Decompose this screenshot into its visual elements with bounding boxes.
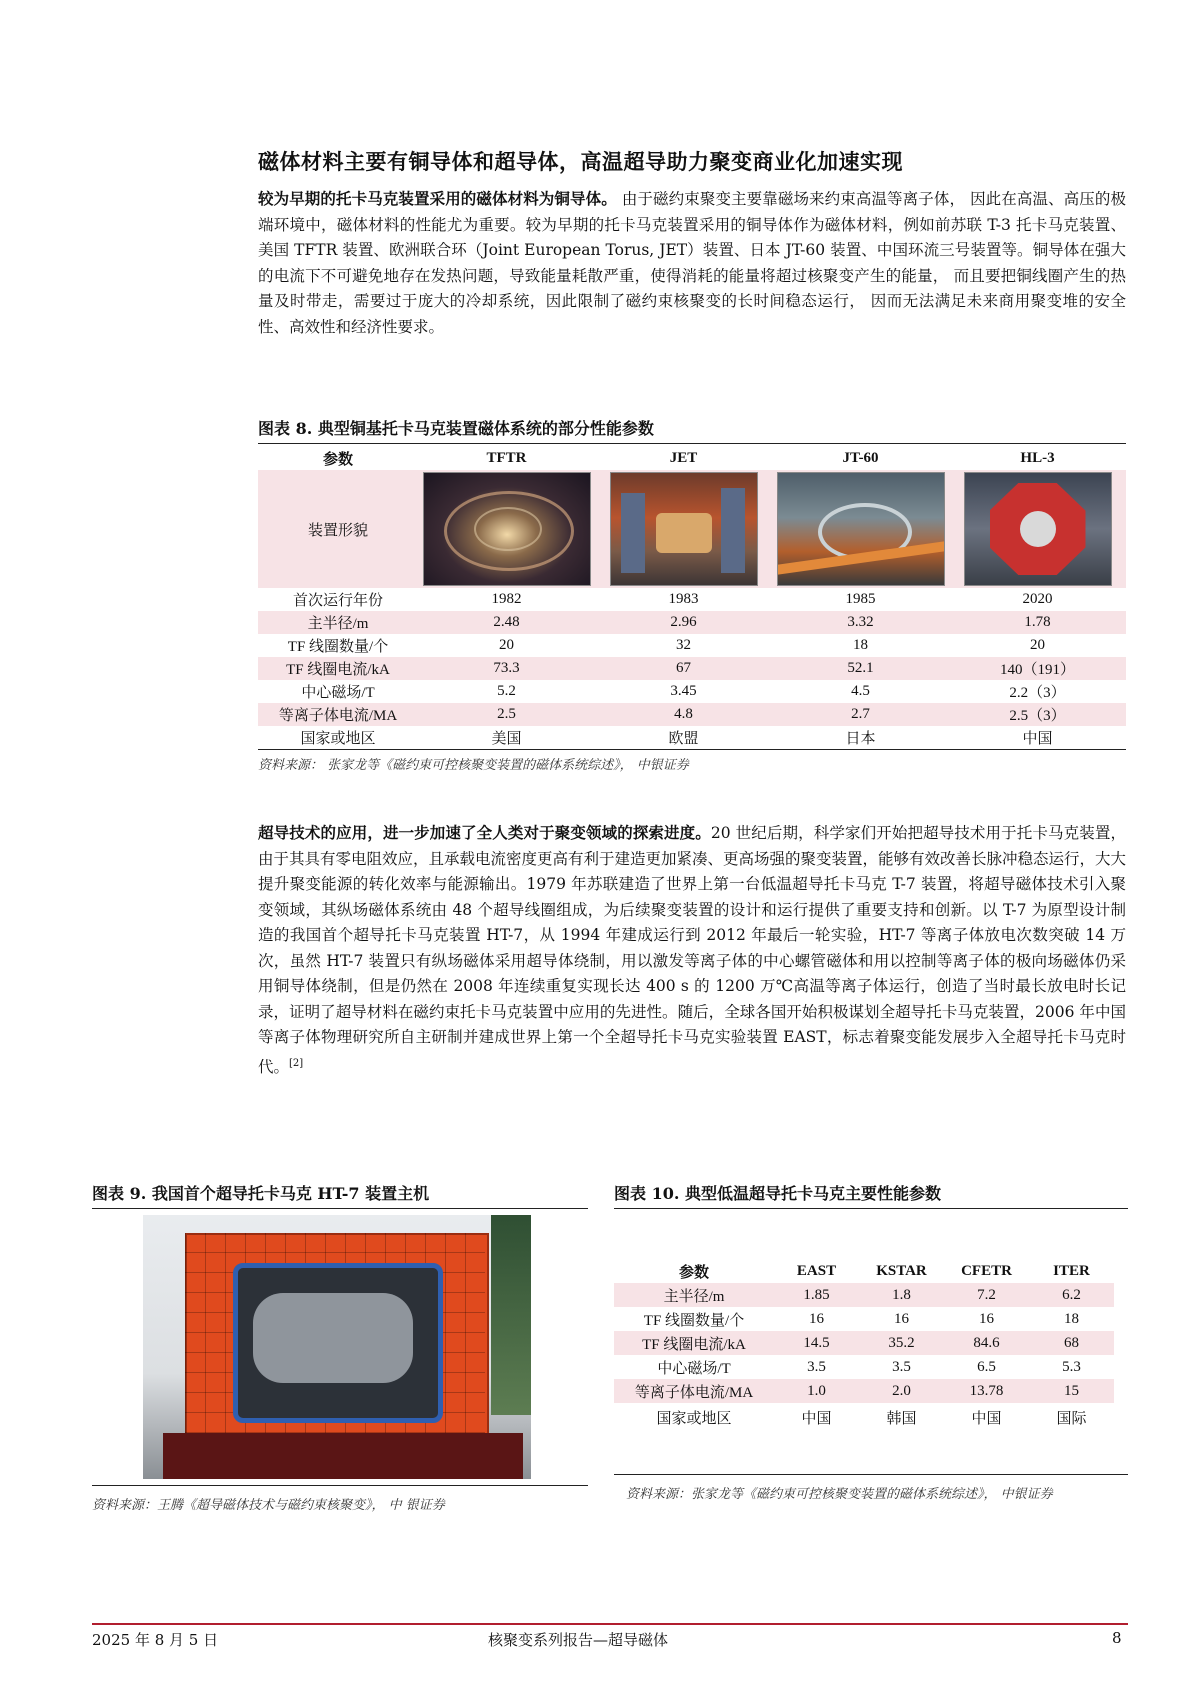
table-cell: 3.32 xyxy=(847,614,874,630)
header-cell: EAST xyxy=(796,1262,837,1279)
table-cell: 73.3 xyxy=(493,660,520,676)
table-cell: 18 xyxy=(1064,1310,1079,1327)
table-cell: 3.5 xyxy=(807,1358,826,1375)
table-cell: 14.5 xyxy=(803,1334,830,1351)
jt60-photo xyxy=(777,472,945,586)
table-cell: 4.8 xyxy=(674,706,693,722)
table-cell: 3.5 xyxy=(892,1358,911,1375)
figure-10-caption: 图表 10. 典型低温超导托卡马克主要性能参数 xyxy=(614,1181,1128,1209)
table-cell: 16 xyxy=(894,1310,909,1327)
table-cell: 13.78 xyxy=(969,1382,1004,1399)
figure-8-table xyxy=(258,446,1126,750)
table-cell: 国家或地区 xyxy=(656,1410,732,1427)
table-cell: 68 xyxy=(1064,1334,1079,1351)
table-cell: 中国 xyxy=(1022,730,1053,747)
header-cell: 参数 xyxy=(322,451,353,468)
table-row xyxy=(258,588,1126,611)
table-cell: 1983 xyxy=(668,591,699,607)
hl3-photo-cell xyxy=(949,470,1126,588)
table-cell: 中国 xyxy=(971,1410,1002,1427)
header-cell: JET xyxy=(669,449,698,466)
table-row xyxy=(258,726,1126,749)
table-cell: 5.2 xyxy=(497,683,516,699)
table-cell: 6.5 xyxy=(977,1358,996,1375)
table-cell: 1.8 xyxy=(892,1286,911,1303)
table-row xyxy=(614,1307,1114,1331)
table-cell: 67 xyxy=(676,660,691,676)
table-cell: 32 xyxy=(676,637,691,653)
table-row xyxy=(614,1331,1114,1355)
paragraph-body: 20 世纪后期，科学家们开始把超导技术用于托卡马克装置，由于其具有零电阻效应，且承载电流密度更高有利于建造更加紧凑、更高场强的聚变装置，能够有效改善长脉冲稳态运行，大大提升聚变能源的转化效率与能源输出。1979 年苏联建造了世界上第一台低温超导托卡马克 T-7 装置，将超导磁体技术引入聚变领域，其纵场磁体系统由 48 个超导线圈组成，为后续聚变装置的设计和运行提供了重要支持和创新。以 T-7 为原型设计制造的我国首个超导托卡马克装置 HT-7，从 1994 年建成运行到 2012 年最后一轮实验，HT-7 等离子体放电次数突破 14 万次，虽然 HT-7 装置只有纵场磁体采用超导体绕制，用以激发等离子体的中心螺管磁体和用以控制等离子体的极向场磁体仍采用铜导体绕制，但是仍然在 2008 年连续重复实现长达 400 s 的 1200 万℃高温等离子体运行，创造了当时最长放电时长记录，证明了超导材料在磁约束托卡马克装置中应用的先进性。随后，全球各国开始积极谋划全超导托卡马克装置，2006 年中国等离子体物理研究所自主研制并建成世界上第一个全超导托卡马克实验装置 EAST，标志着聚变能发展步入全超导托卡马克时代。 xyxy=(258,824,1127,1076)
table-cell: 16 xyxy=(809,1310,824,1327)
table-cell: 等离子体电流/MA xyxy=(634,1384,754,1401)
table-cell: 1985 xyxy=(845,591,876,607)
figure-10-table xyxy=(614,1259,1114,1431)
table-row xyxy=(614,1379,1114,1403)
table-cell: 中国 xyxy=(801,1410,832,1427)
paragraph-copper-conductors xyxy=(258,186,1126,340)
table-cell: 1.85 xyxy=(803,1286,830,1303)
footer-date: 2025 年 8 月 5 日 xyxy=(92,1631,219,1649)
header-cell: KSTAR xyxy=(876,1262,927,1279)
figure-9 xyxy=(92,1181,588,1513)
figure-8-source: 资料来源： 张家龙等《磁约束可控核聚变装置的磁体系统综述》， 中银证券 xyxy=(258,757,689,773)
table-cell: TF 线圈数量/个 xyxy=(643,1312,745,1329)
jet-photo xyxy=(610,472,758,586)
tftr-photo-cell xyxy=(418,470,595,588)
table-cell: 1.0 xyxy=(807,1382,826,1399)
table-cell: 2.96 xyxy=(670,614,697,630)
table-row xyxy=(258,611,1126,634)
table-cell: 主半径/m xyxy=(307,616,369,632)
jt60-photo-cell xyxy=(772,470,949,588)
table-row xyxy=(614,1355,1114,1379)
jet-photo-cell xyxy=(595,470,772,588)
figure-9-rule xyxy=(92,1485,588,1486)
reference-mark: [2] xyxy=(289,1057,304,1069)
table-cell: 52.1 xyxy=(847,660,874,676)
table-cell: 15 xyxy=(1064,1382,1079,1399)
table-cell: 等离子体电流/MA xyxy=(278,708,398,724)
table-cell: 1982 xyxy=(491,591,522,607)
table-cell: 20 xyxy=(499,637,514,653)
header-cell: TFTR xyxy=(486,449,527,466)
table-cell: 2.5（3） xyxy=(1009,708,1066,724)
table-cell: 18 xyxy=(853,637,868,653)
table-row xyxy=(614,1403,1114,1431)
table-cell: 国际 xyxy=(1056,1410,1087,1427)
table-cell: 主半径/m xyxy=(663,1288,725,1305)
paragraph-superconductors xyxy=(258,820,1126,1080)
table-cell: 5.3 xyxy=(1062,1358,1081,1375)
table-row xyxy=(258,657,1126,680)
table-cell: 1.78 xyxy=(1024,614,1051,630)
figure-9-caption: 图表 9. 我国首个超导托卡马克 HT-7 装置主机 xyxy=(92,1181,588,1209)
paragraph-body: 由于磁约束聚变主要靠磁场来约束高温等离子体， 因此在高温、高压的极端环境中，磁体材料的性能尤为重要。较为早期的托卡马克装置采用的铜导体作为磁体材料，例如前苏联 T-3 托卡马克装置、美国 TFTR 装置、欧洲联合环（Joint European Torus, JET）装置、日本 JT-60 装置、中国环流三号装置等。铜导体在强大的电流下不可避免地存在发热问题，导致能量耗散严重，使得消耗的能量将超过核聚变产生的能量， 而且要把铜线圈产生的热量及时带走，需要过于庞大的冷却系统，因此限制了磁约束核聚变的长时间稳态运行， 因而无法满足未来商用聚变堆的安全性、高效性和经济性要求。 xyxy=(258,190,1126,336)
table-cell: 3.45 xyxy=(670,683,697,699)
table-cell: 7.2 xyxy=(977,1286,996,1303)
header-cell: 参数 xyxy=(678,1264,709,1281)
header-cell: ITER xyxy=(1053,1262,1090,1279)
table-cell: TF 线圈电流/kA xyxy=(286,662,390,678)
table-cell: 中心磁场/T xyxy=(657,1360,731,1377)
paragraph-lead: 超导技术的应用，进一步加速了全人类对于聚变领域的探索进度。 xyxy=(258,823,711,842)
table-cell: 美国 xyxy=(491,730,522,747)
table-cell: 首次运行年份 xyxy=(292,593,383,609)
table-header-row xyxy=(258,446,1126,470)
image-row-label: 装置形貌 xyxy=(307,522,368,539)
footer-report-title: 核聚变系列报告—超导磁体 xyxy=(488,1631,669,1649)
footer-page-number: 8 xyxy=(1112,1629,1122,1647)
table-cell: TF 线圈电流/kA xyxy=(642,1336,746,1353)
table-cell: 2020 xyxy=(1022,591,1053,607)
figure-9-source: 资料来源：王腾《超导磁体技术与磁约束核聚变》， 中 银证券 xyxy=(92,1498,445,1513)
table-cell: 2.7 xyxy=(851,706,870,722)
hl3-photo xyxy=(964,472,1112,586)
table-cell: 20 xyxy=(1030,637,1045,653)
table-header-row xyxy=(614,1259,1114,1283)
table-cell: 国家或地区 xyxy=(300,730,376,747)
table-cell: 2.0 xyxy=(892,1382,911,1399)
table-row xyxy=(258,634,1126,657)
table-cell: 84.6 xyxy=(973,1334,1000,1351)
table-cell: 中心磁场/T xyxy=(301,685,375,701)
header-cell: JT-60 xyxy=(842,449,879,466)
figure-10 xyxy=(614,1181,1128,1502)
table-cell: 16 xyxy=(979,1310,994,1327)
figure-10-rule xyxy=(614,1474,1128,1475)
table-row xyxy=(258,680,1126,703)
figure-10-source: 资料来源：张家龙等《磁约束可控核聚变装置的磁体系统综述》， 中银证券 xyxy=(626,1487,1053,1502)
table-row xyxy=(614,1283,1114,1307)
figure-8-caption: 图表 8. 典型铜基托卡马克装置磁体系统的部分性能参数 xyxy=(258,416,1126,444)
table-cell: 日本 xyxy=(845,730,876,747)
table-cell: 2.48 xyxy=(493,614,520,630)
table-cell: 欧盟 xyxy=(668,730,699,747)
table-cell: 4.5 xyxy=(851,683,870,699)
footer-rule xyxy=(92,1623,1128,1625)
header-cell: CFETR xyxy=(961,1262,1012,1279)
table-cell: 140（191） xyxy=(999,662,1075,678)
table-cell: 6.2 xyxy=(1062,1286,1081,1303)
figure-8 xyxy=(258,416,1126,773)
section-title: 磁体材料主要有铜导体和超导体，高温超导助力聚变商业化加速实现 xyxy=(258,149,903,174)
table-cell: 2.5 xyxy=(497,706,516,722)
table-cell: 35.2 xyxy=(888,1334,915,1351)
table-cell: 2.2（3） xyxy=(1009,685,1066,701)
device-image-row xyxy=(258,470,1126,588)
header-cell: HL-3 xyxy=(1020,449,1055,466)
table-cell: TF 线圈数量/个 xyxy=(287,639,389,655)
paragraph-lead: 较为早期的托卡马克装置采用的磁体材料为铜导体。 xyxy=(258,189,617,208)
tftr-photo xyxy=(423,472,591,586)
table-row xyxy=(258,703,1126,726)
ht7-photo xyxy=(143,1215,531,1479)
table-cell: 韩国 xyxy=(886,1410,917,1427)
